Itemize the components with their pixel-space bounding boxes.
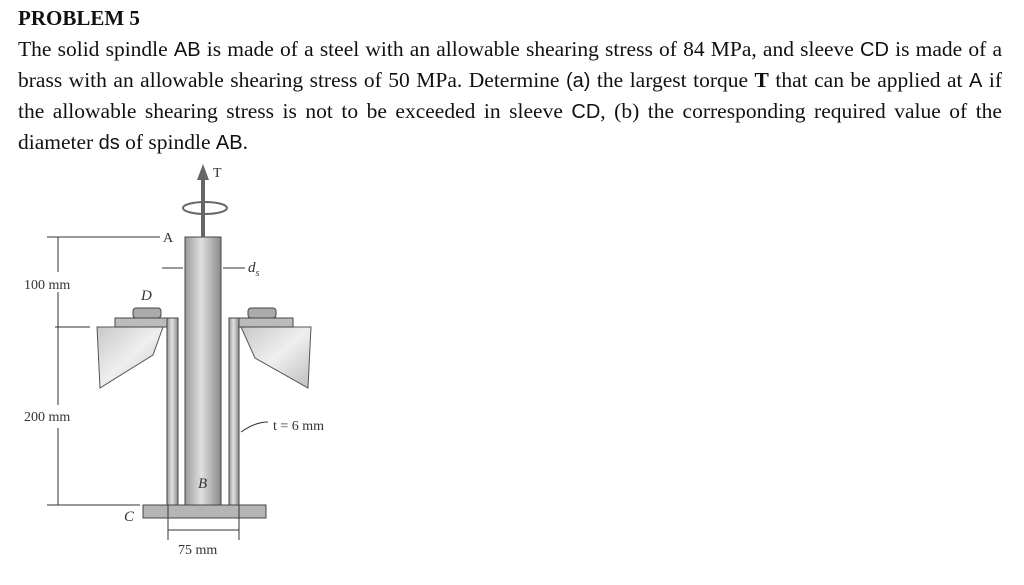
label-T: T (754, 68, 769, 92)
fig-t: t = 6 mm (273, 419, 325, 434)
label-CD: CD (860, 39, 889, 61)
torque-arrow-icon (197, 164, 209, 180)
fig-B: B (198, 476, 208, 492)
text: of spindle (119, 130, 216, 154)
text: . (242, 130, 248, 154)
text: that can be applied at (768, 68, 970, 92)
right-bolt (248, 308, 276, 318)
text: the largest torque (590, 68, 755, 92)
sleeve-right-wall (229, 318, 239, 505)
left-bolt (133, 308, 161, 318)
fig-T: T (213, 166, 222, 181)
label-A: A (969, 70, 983, 92)
problem-title: PROBLEM 5 (18, 6, 140, 30)
text: if the allowable shearing stress is not to be exceeded in sleeve (18, 68, 1002, 123)
text: is made of a brass with an allowable shearing stress of 50 MPa. Determine (18, 37, 1002, 92)
label-AB: AB (215, 132, 243, 154)
text: The solid spindle (18, 37, 174, 61)
fig-dim-75: 75 mm (178, 543, 218, 558)
spindle-AB (185, 237, 221, 505)
left-support (97, 327, 163, 388)
label-AB: AB (173, 39, 201, 61)
fig-D: D (141, 288, 152, 304)
base-plate (143, 505, 266, 518)
fig-dim-200: 200 mm (24, 410, 71, 425)
fig-ds: $d_s$ (248, 260, 260, 279)
fig-C: C (124, 509, 135, 525)
fig-dim-100: 100 mm (24, 278, 71, 293)
text: , (b) the corresponding required value of the diameter (18, 99, 1002, 154)
label-a: (a) (565, 70, 591, 92)
label-ds: ds (98, 132, 120, 154)
right-support (241, 327, 311, 388)
text: is made of a steel with an allowable shearing stress of 84 MPa, and sleeve (200, 37, 861, 61)
fig-A: A (163, 231, 174, 246)
sleeve-left-wall (167, 318, 178, 505)
label-CD: CD (571, 101, 601, 123)
